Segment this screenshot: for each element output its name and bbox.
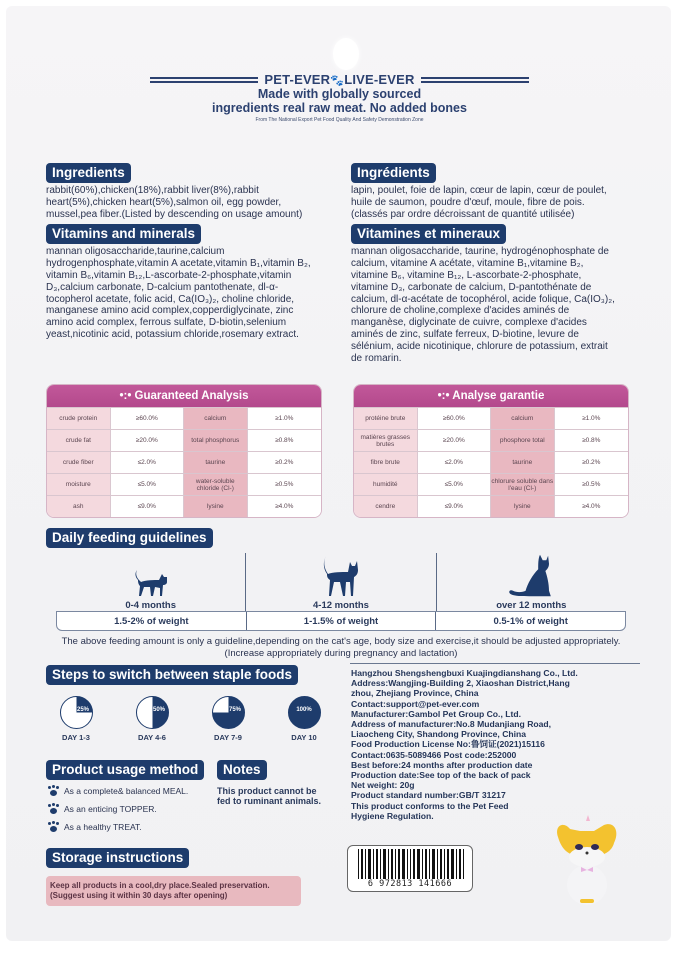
paw-icon — [48, 786, 59, 796]
step: 75% DAY 7-9 — [208, 696, 248, 742]
table-row: fibre brute ≤2.0% taurine ≥0.2% — [354, 451, 628, 473]
hang-hole — [333, 38, 359, 70]
progress-pie-25: 25% — [60, 696, 93, 729]
section-title: Vitamines et mineraux — [351, 224, 506, 244]
step: 50% DAY 4-6 — [132, 696, 172, 742]
tagline-1: Made with globally sourced — [257, 87, 422, 101]
table-header: •:• Analyse garantie — [354, 385, 628, 407]
section-title: Storage instructions — [46, 848, 189, 868]
decorative-line — [421, 77, 529, 83]
notes-text: This product cannot be fed to ruminant animals. — [217, 786, 322, 806]
feeding-amount: 1-1.5% of weight — [246, 612, 436, 630]
ingredients-en — [46, 163, 314, 341]
ingredients-fr — [351, 163, 621, 364]
divider — [350, 663, 640, 664]
usage-list — [48, 782, 188, 836]
step: 25% DAY 1-3 — [56, 696, 96, 742]
barcode — [347, 845, 473, 892]
section-title: Notes — [217, 760, 267, 780]
progress-pie-50: 50% — [136, 696, 169, 729]
feeding-note: The above feeding amount is only a guideline,depending on the cat's age, body size and exercise,it should be adjusted appropriately. (Increase appropriately during pregnancy and lactation) — [61, 636, 621, 659]
section-title: Ingrédients — [351, 163, 436, 183]
section-title: Vitamins and minerals — [46, 224, 201, 244]
barcode-bars — [356, 849, 466, 879]
feeding-amount-row — [56, 611, 626, 631]
ingredients-text: lapin, poulet, foie de lapin, cœur de lapin, cœur de poulet, huile de saumon, poudre d'œuf, moule, fibre de pois. (classés par ordre décroissant de quantité utilisée) — [351, 185, 607, 220]
kitten-icon — [131, 568, 171, 598]
table-row: crude protein ≥60.0% calcium ≥1.0% — [47, 407, 321, 429]
feeding-amount: 1.5-2% of weight — [114, 616, 189, 627]
table-header: •:• Guaranteed Analysis — [47, 385, 321, 407]
ingredients-text: rabbit(60%),chicken(18%),rabbit liver(8%),rabbit heart(5%),chicken heart(5%),salmon oil, egg powder, mussel,pea fiber.(Listed by descending on usage amount) — [46, 185, 303, 220]
feeding-group: 0-4 months — [56, 553, 245, 611]
vitamins-text: mannan oligosaccharide, taurine, hydrogénophosphate de calcium, vitamine A acétate, vitamine B₁,vitamine B₂, vitamine B₆, vitamine B₁₂, L-ascorbate-2-phosphate, vitamine D₃, carbonate de calcium, D-pantothénate de calcium, dl-α-acétate de tocophérol, acide folique, Ca(IO₃)₂, chlorure de choline,complexe d'acides aminés de manganèse, diglycinate de cuivre, complexe d'acides aminés de zinc, sulfate ferreux, D-biotine, levure de sélénium, acide nicotinique, chlorure de potassium, extrait de romarin. — [351, 246, 615, 364]
step: 100% DAY 10 — [284, 696, 324, 742]
section-title: Product usage method — [46, 760, 204, 780]
paw-icon — [48, 804, 59, 814]
young-cat-icon — [320, 554, 362, 598]
subtag: From The National Export Pet Food Quality And Safety Demonstration Zone — [255, 117, 424, 123]
feeding-group: 4-12 months — [245, 553, 435, 611]
table-row: cendre ≤9.0% lysine ≥4.0% — [354, 495, 628, 517]
progress-pie-75: 75% — [212, 696, 245, 729]
feeding-group: over 12 months — [436, 553, 626, 611]
progress-pie-100: 100% — [288, 696, 321, 729]
section-title: Daily feeding guidelines — [46, 528, 213, 548]
section-title: Ingredients — [46, 163, 131, 183]
storage-box: Keep all products in a cool,dry place.Sealed preservation. (Suggest using it within 30 days after opening) — [46, 876, 301, 906]
table-row: crude fiber ≤2.0% taurine ≥0.2% — [47, 451, 321, 473]
adult-cat-icon — [501, 553, 561, 598]
header — [0, 72, 679, 123]
barcode-number: 6 972813 141666 — [367, 879, 453, 889]
guaranteed-analysis-table — [46, 384, 322, 518]
table-row: moisture ≤5.0% water-soluble chloride (Cl-) ≥0.5% — [47, 473, 321, 495]
paw-icon: •:• — [119, 390, 135, 402]
company-info: Hangzhou Shengshengbuxi Kuajingdianshang Co., Ltd. Address:Wangjing-Building 2, Xiaoshan District,Hang zhou, Zhejiang Province, China Contact:support@pet-ever.com Manufacturer:Gambol Pet Group Co., Ltd. Address of manufacturer:No.8 Mudanjiang Road, Liaocheng City, Shandong Province, China Food Production License No:鲁饲证(2021)15116 Contact:0635-5089466 Post code:252000 Best before:24 months after production date Production date:See top of the back of pack Net weight: 20g Product standard number:GB/T 31217 This product conforms to the Pet Feed Hygiene Regulation. — [351, 668, 578, 821]
paw-icon — [48, 822, 59, 832]
brand-name: PET-EVER🐾LIVE-EVER — [264, 72, 415, 87]
switching-steps — [56, 696, 324, 742]
vitamins-text: mannan oligosaccharide,taurine,calcium hydrogenphosphate,vitamin A acetate,vitamin B₁,vitamin B₂, vitamin B₆,vitamin B₁₂,L-ascorbate-2-phosphate,vitamin D₃,calcium carbonate, D-calcium pantothenate, dl-α-tocopherol acetate, folic acid, Ca(IO₃)₂, choline chloride, manganese amino acid complex,copperdiglycinate, zinc amino acid complex, ferrous sulfate, D-biotin,selenium yeast,nicotinic acid, potassium chloride,rosemary extract. — [46, 246, 311, 340]
paw-icon: •:• — [437, 390, 453, 402]
tagline-2: ingredients real raw meat. No added bones — [212, 101, 467, 115]
table-row: matières grasses brutes ≥20.0% phosphore total ≥0.8% — [354, 429, 628, 451]
section-title: Steps to switch between staple foods — [46, 665, 298, 685]
table-row: ash ≤9.0% lysine ≥4.0% — [47, 495, 321, 517]
feeding-amount: 0.5-1% of weight — [435, 612, 625, 630]
analyse-garantie-table — [353, 384, 629, 518]
table-row: protéine brute ≥60.0% calcium ≥1.0% — [354, 407, 628, 429]
list-item: As a complete& balanced MEAL. — [48, 782, 188, 800]
list-item: As an enticing TOPPER. — [48, 800, 188, 818]
mascot-figure — [550, 815, 625, 910]
table-row: humidité ≤5.0% chlorure soluble dans l'eau (Cl-) ≥0.5% — [354, 473, 628, 495]
decorative-line — [150, 77, 258, 83]
paw-icon: 🐾 — [330, 75, 345, 87]
feeding-guidelines — [56, 553, 626, 631]
list-item: As a healthy TREAT. — [48, 818, 188, 836]
table-row: crude fat ≥20.0% total phosphorus ≥0.8% — [47, 429, 321, 451]
